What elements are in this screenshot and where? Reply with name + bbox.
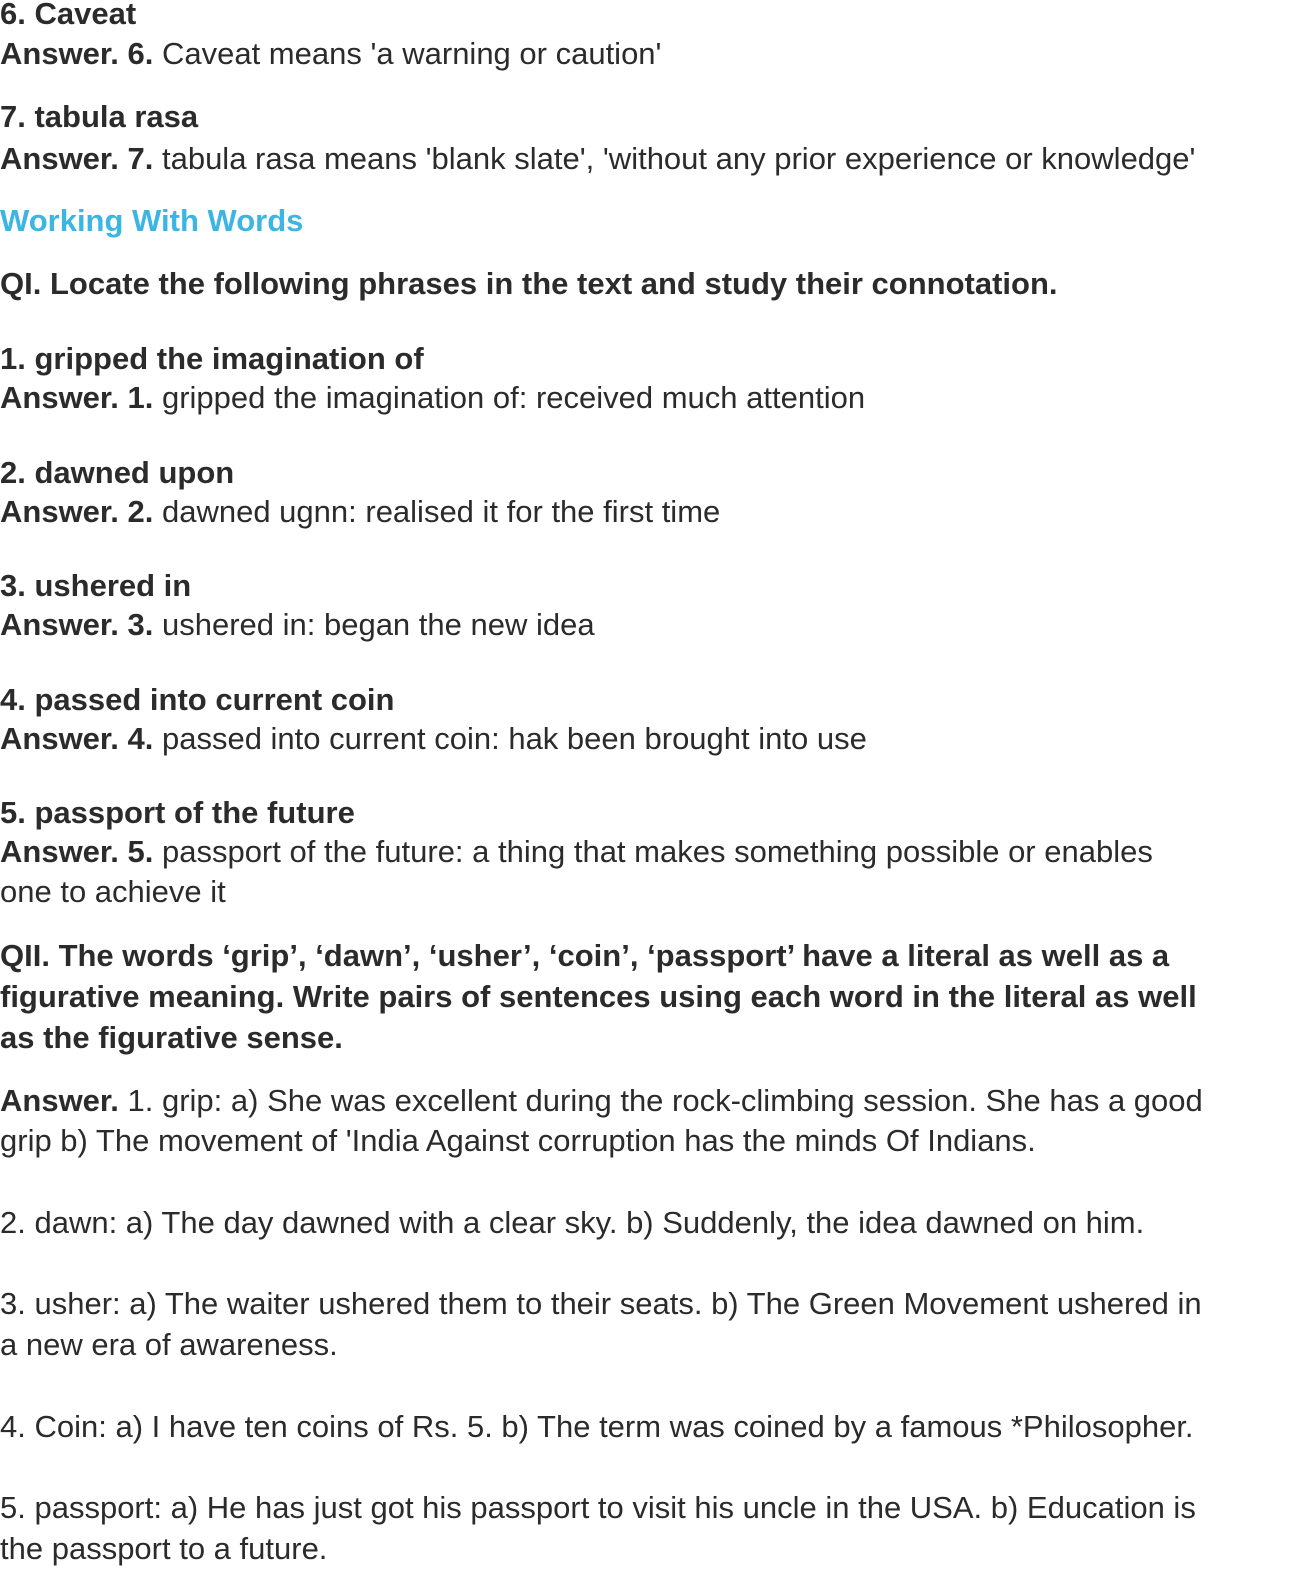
item-title-6: 6. Caveat xyxy=(0,0,137,31)
answer-text: passed into current coin: hak been brought into use xyxy=(153,721,867,756)
answer-label: Answer. 2. xyxy=(0,494,154,529)
phrase-title-4: 4. passed into current coin xyxy=(0,682,395,717)
q2-answer-5-line-1: 5. passport: a) He has just got his passport to visit his uncle in the USA. b) Education is xyxy=(0,1490,1196,1525)
answer-label: Answer. 3. xyxy=(0,607,154,642)
phrase-answer-3 xyxy=(0,605,595,645)
answer-label: Answer. 7. xyxy=(0,141,154,176)
question-2-line-3: as the figurative sense. xyxy=(0,1020,343,1055)
answer-7 xyxy=(0,139,1195,179)
phrase-answer-5 xyxy=(0,832,1153,872)
question-2-line-2: figurative meaning. Write pairs of sentences using each word in the literal as well xyxy=(0,979,1197,1014)
answer-text: gripped the imagination of: received much attention xyxy=(153,380,866,415)
item-title-7: 7. tabula rasa xyxy=(0,99,199,134)
answer-label: Answer. 1. xyxy=(0,380,154,415)
answer-text: tabula rasa means 'blank slate', 'without any prior experience or knowledge' xyxy=(153,141,1196,176)
q2-answer-3-line-2: a new era of awareness. xyxy=(0,1327,338,1362)
phrase-title-5: 5. passport of the future xyxy=(0,795,355,830)
question-2-line-1: QII. The words ‘grip’, ‘dawn’, ‘usher’, ‘coin’, ‘passport’ have a literal as well as a xyxy=(0,938,1170,973)
answer-label: Answer. 5. xyxy=(0,834,154,869)
phrase-title-3: 3. ushered in xyxy=(0,568,192,603)
answer-label: Answer. 4. xyxy=(0,721,154,756)
phrase-answer-4 xyxy=(0,719,867,759)
phrase-answer-5-cont: one to achieve it xyxy=(0,874,226,909)
q2-answer-2: 2. dawn: a) The day dawned with a clear sky. b) Suddenly, the idea dawned on him. xyxy=(0,1205,1145,1240)
answer-text: ushered in: began the new idea xyxy=(153,607,595,642)
answer-text: passport of the future: a thing that makes something possible or enables xyxy=(153,834,1153,869)
q2-answer-1-line-2: grip b) The movement of 'India Against corruption has the minds Of Indians. xyxy=(0,1123,1036,1158)
phrase-title-1: 1. gripped the imagination of xyxy=(0,341,424,376)
q2-answer-3-line-1: 3. usher: a) The waiter ushered them to their seats. b) The Green Movement ushered in xyxy=(0,1286,1202,1321)
answer-text: 1. grip: a) She was excellent during the rock-climbing session. She has a good xyxy=(118,1083,1203,1118)
answer-text: Caveat means 'a warning or caution' xyxy=(153,36,662,71)
section-heading: Working With Words xyxy=(0,203,304,238)
answer-text: dawned ugnn: realised it for the first time xyxy=(153,494,721,529)
q2-answer-1-line-1 xyxy=(0,1081,1203,1121)
q2-answer-5-line-2: the passport to a future. xyxy=(0,1531,328,1566)
phrase-title-2: 2. dawned upon xyxy=(0,455,235,490)
phrase-answer-2 xyxy=(0,492,720,532)
q2-answer-4: 4. Coin: a) I have ten coins of Rs. 5. b) The term was coined by a famous *Philosopher. xyxy=(0,1409,1194,1444)
answer-6 xyxy=(0,34,661,74)
question-1: QI. Locate the following phrases in the text and study their connotation. xyxy=(0,266,1058,301)
answer-label: Answer. 6. xyxy=(0,36,154,71)
answer-label: Answer. xyxy=(0,1083,119,1118)
phrase-answer-1 xyxy=(0,378,865,418)
